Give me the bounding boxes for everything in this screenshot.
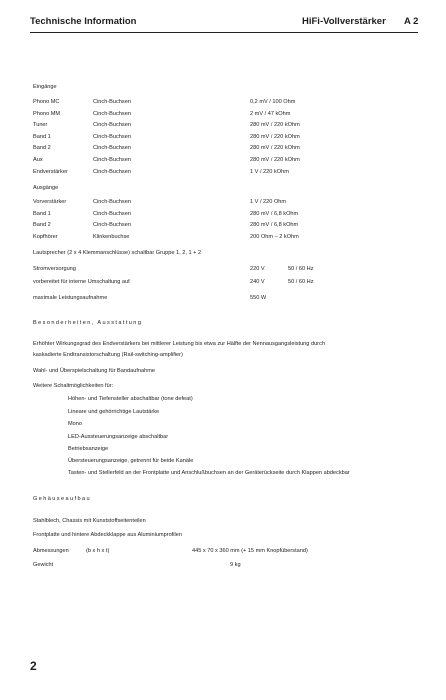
power-voltage: 550 W [250, 295, 267, 301]
row-name: Band 1 [33, 133, 51, 140]
housing-line: Frontplatte und hintere Abdeckklappe aus Aluminiumprofilen [33, 532, 182, 538]
row-value: 0,2 mV / 100 Ohm [250, 99, 296, 105]
row-name: Band 2 [33, 222, 51, 229]
header-rule [30, 32, 418, 33]
features-last-line: Tasten- und Stellerfeld an der Frontplatte und Anschlußbuchsen an der Geräterückseite durch Klappen abdeckbar [68, 470, 350, 476]
power-voltage: 240 V [250, 279, 265, 285]
outputs-heading: Ausgänge [33, 185, 59, 191]
row-value: 200 Ohm – 2 kOhm [250, 233, 299, 240]
row-connector: Cinch-Buchsen [93, 168, 131, 175]
inputs-heading: Eingänge [33, 84, 57, 90]
header-product-title: HiFi-Vollverstärker [302, 16, 386, 27]
row-value: 280 mV / 6,8 kOhm [250, 222, 299, 229]
row-value: 1 V / 220 kOhm [250, 168, 289, 175]
row-value: 280 mV / 220 kOhm [250, 145, 300, 152]
row-name: Phono MM [33, 110, 61, 117]
weight-label: Gewicht [33, 562, 54, 568]
row-name: Vorverstärker [33, 199, 67, 205]
features-paragraph: Erhöhter Wirkungsgrad des Endverstärkers bei mittlerer Leistung bis etwa zur Hälfte der Nennausgangsleistung durch [33, 341, 325, 347]
row-name: Endverstärker [33, 168, 68, 175]
row-name: Tuner [33, 122, 48, 129]
feature-item: Lineare und gehörrichtige Lautstärke [68, 409, 160, 415]
speakers-line: Lautsprecher (2 x 4 Klemmanschlüsse) schaltbar Gruppe 1, 2, 1 + 2 [33, 250, 202, 256]
power-frequency: 50 / 60 Hz [288, 279, 314, 285]
features-heading: Besonderheiten, Ausstattung [33, 320, 143, 326]
features-paragraph: Weitere Schaltmöglichkeiten für: [33, 383, 114, 389]
row-name: Kopfhörer [33, 233, 58, 240]
power-voltage: 220 V [250, 266, 265, 272]
row-connector: Cinch-Buchsen [93, 222, 131, 229]
feature-item: Mono [68, 421, 82, 427]
power-frequency: 50 / 60 Hz [288, 266, 314, 272]
row-value: 2 mV / 47 kOhm [250, 110, 291, 117]
row-name: Aux [33, 157, 43, 163]
feature-item: Höhen- und Tiefensteller abschaltbar (tone defeat) [68, 396, 193, 402]
row-connector: Cinch-Buchsen [93, 157, 131, 163]
row-value: 1 V / 220 Ohm [250, 199, 287, 205]
page-number: 2 [30, 659, 37, 673]
row-connector: Cinch-Buchsen [93, 199, 131, 205]
power-label: maximale Leistungsaufnahme [33, 295, 108, 301]
row-connector: Cinch-Buchsen [93, 133, 131, 140]
feature-item: Übersteuerungsanzeige, getrennt für beide Kanäle [68, 458, 194, 464]
row-connector: Cinch-Buchsen [93, 110, 131, 117]
dimensions-label: Abmessungen [33, 548, 69, 554]
dimensions-axes: (b x h x t) [86, 548, 110, 554]
row-name: Band 2 [33, 145, 51, 152]
row-name: Phono MC [33, 99, 60, 105]
dimensions-value: 445 x 70 x 360 mm (+ 15 mm Knopfüberstand) [192, 548, 308, 554]
features-paragraph: Wahl- und Überspielschaltung für Bandaufnahme [33, 368, 155, 374]
power-label: vorbereitet für interne Umschaltung auf [33, 279, 130, 285]
row-name: Band 1 [33, 210, 51, 217]
feature-item: LED-Aussteuerungsanzeige abschaltbar [68, 434, 169, 440]
row-connector: Klinkenbuchse [93, 233, 130, 240]
header-code: A 2 [404, 16, 419, 27]
row-connector: Cinch-Buchsen [93, 122, 131, 129]
row-value: 280 mV / 220 kOhm [250, 157, 300, 163]
weight-value: 9 kg [230, 562, 241, 568]
header-left-title: Technische Information [30, 16, 137, 27]
row-connector: Cinch-Buchsen [93, 99, 131, 105]
row-connector: Cinch-Buchsen [93, 145, 131, 152]
feature-item: Betriebsanzeige [68, 446, 109, 452]
features-paragraph: kaskadierte Endtransistorschaltung (Rail-switching-amplifier) [33, 352, 183, 358]
housing-line: Stahlblech, Chassis mit Kunststoffseitenteilen [33, 518, 146, 524]
row-connector: Cinch-Buchsen [93, 210, 131, 217]
power-label: Stromversorgung [33, 266, 76, 272]
row-value: 280 mV / 220 kOhm [250, 133, 300, 140]
row-value: 280 mV / 6,8 kOhm [250, 210, 299, 217]
row-value: 280 mV / 220 kOhm [250, 122, 300, 129]
housing-heading: Gehäuseaufbau [33, 496, 92, 502]
